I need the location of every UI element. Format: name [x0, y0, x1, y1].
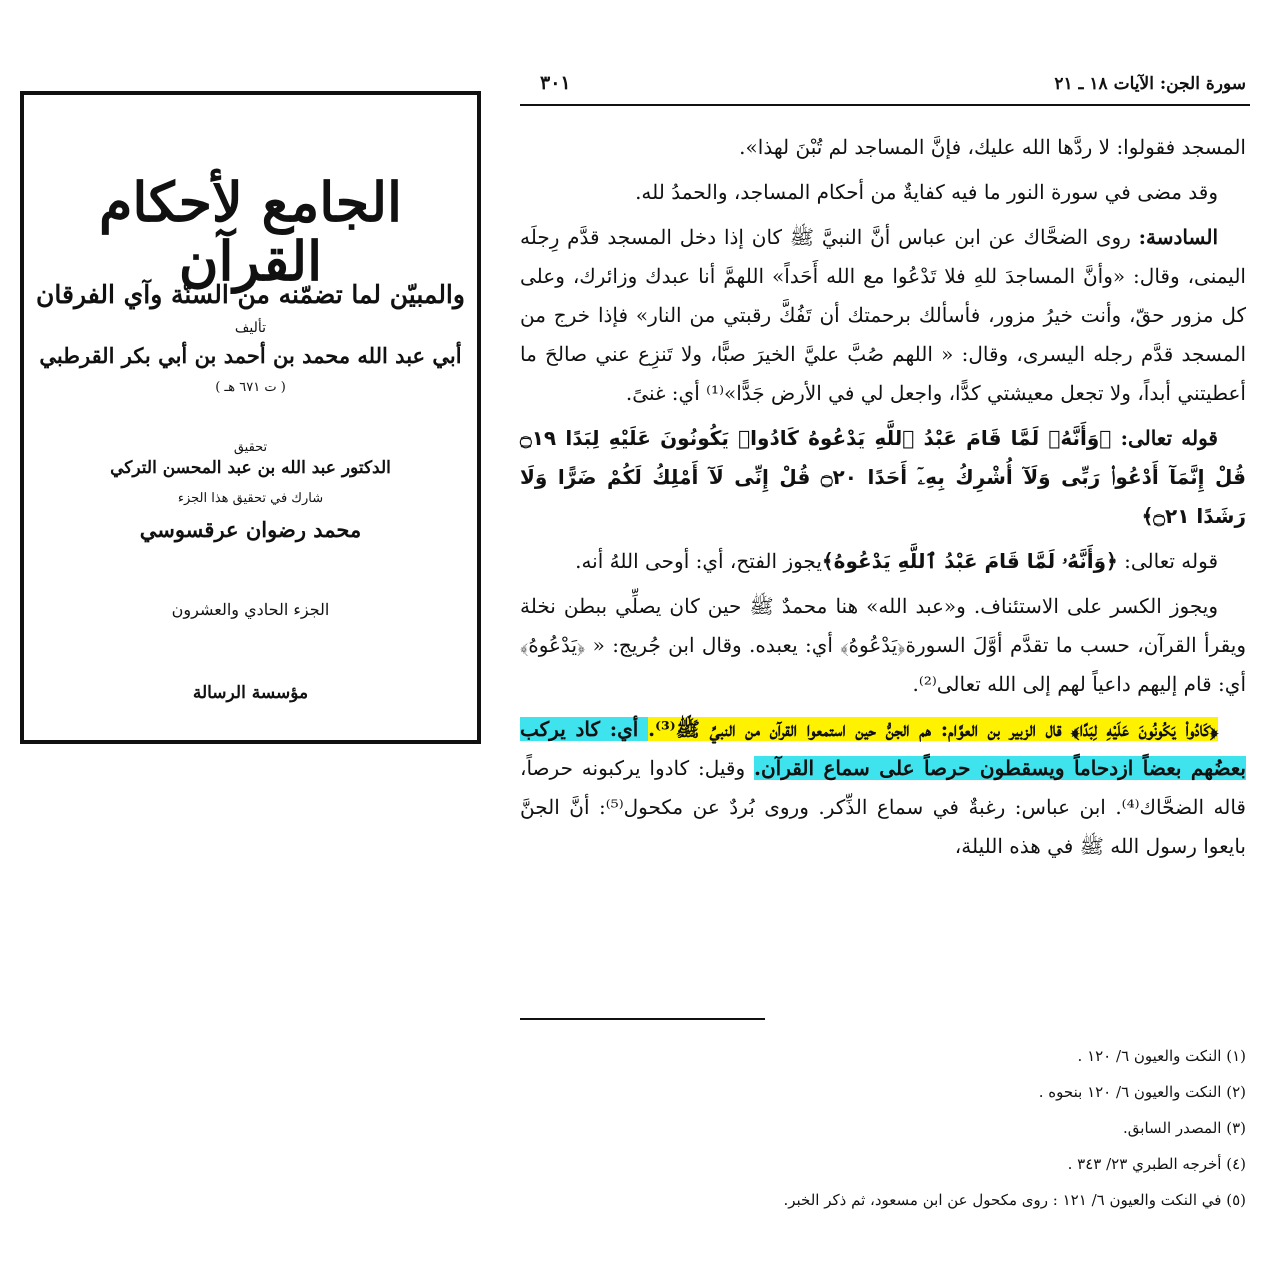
- cover-title: الجامع لأحكام القرآن: [98, 170, 403, 294]
- footnotes: [520, 1038, 1246, 1218]
- page-header: [520, 68, 1250, 106]
- highlight-cyan-text: أي: كاد يركب بعضُهم بعضاً ازدحاماً ويسقطون حرصاً على سماع القرآن.: [520, 717, 1247, 780]
- footnote-item: (٣) المصدر السابق.: [1123, 1119, 1246, 1137]
- book-page: [520, 60, 1250, 1230]
- running-header: سورة الجن: الآيات ١٨ ـ ٢١: [1054, 74, 1246, 94]
- footnote-item: (٤) أخرجه الطبري ٢٣/ ٣٤٣ .: [1067, 1155, 1246, 1173]
- paragraph-7-text: وقيل: كادوا يركبونه حرصاً، قاله الضحَّاك⁽⁴⁾. ابن عباس: رغبةٌ في سماع الذِّكر. وروى بُردٌ عن مكحول⁽⁵⁾: أنَّ الجنَّ بايعوا رسول الله ﷺ في هذه الليلة،: [520, 756, 1246, 858]
- paragraph-5-lead: قوله تعالى:: [1117, 549, 1218, 573]
- paragraph-5-text: يجوز الفتح، أي: أوحى اللهُ أنه.: [575, 549, 822, 573]
- paragraph-5: [520, 542, 1246, 581]
- page-body: [520, 128, 1246, 872]
- paragraph-6: ويجوز الكسر على الاستئناف. و«عبد الله» هنا محمدٌ ﷺ حين كان يصلِّي ببطن نخلة ويقرأ القرآن، حسب ما تقدَّم أوَّلَ السورة﴿يَدْعُوهُ﴾ أي: يعبده. وقال ابن جُريج: « ﴿يَدْعُوهُ﴾ أي: قام إليهم داعياً لهم إلى الله تعالى⁽²⁾.: [520, 594, 1246, 696]
- highlight-yellow-text: ﴿كَادُوا۟ يَكُونُونَ عَلَيْهِ لِبَدًا﴾ قال الزبير بن العوَّام: هم الجنُّ حين استمعوا القرآن من النبيِّ ﷺ⁽³⁾.: [648, 717, 1219, 741]
- paragraph-2: وقد مضى في سورة النور ما فيه كفايةٌ من أحكام المساجد، والحمدُ لله.: [635, 180, 1218, 204]
- cover-volume: الجزء الحادي والعشرون: [171, 600, 330, 619]
- paragraph-4-verse: ﴿وَأَنَّهُۥ لَمَّا قَامَ عَبْدُ ٱللَّهِ يَدْعُوهُ كَادُوا۟ يَكُونُونَ عَلَيْهِ لِبَدًا ۝١٩ قُلْ إِنَّمَآ أَدْعُوا۟ رَبِّى وَلَآ أُشْرِكُ بِهِۦٓ أَحَدًا ۝٢٠ قُلْ إِنِّى لَآ أَمْلِكُ لَكُمْ ضَرًّا وَلَا رَشَدًا ۝٢١﴾: [520, 426, 1246, 528]
- paragraph-5-verse: ﴿وَأَنَّهُۥ لَمَّا قَامَ عَبْدُ ٱللَّهِ يَدْعُوهُ﴾: [821, 549, 1118, 573]
- cover-shared-label: شارك في تحقيق هذا الجزء: [177, 491, 324, 506]
- cover-tahqiq-label: تحقيق: [233, 440, 268, 455]
- book-cover: [20, 91, 481, 744]
- paragraph-3: [520, 218, 1246, 413]
- footnote-item: (٥) في النكت والعيون ٦/ ١٢١ : روى مكحول عن ابن مسعود، ثم ذكر الخبر.: [783, 1191, 1246, 1209]
- cover-publisher: مؤسسة الرسالة: [192, 683, 309, 703]
- paragraph-4-lead: قوله تعالى:: [1120, 426, 1218, 450]
- paragraph-1: المسجد فقولوا: لا ردَّها الله عليك، فإنَّ المساجد لم تُبْنَ لهذا».: [739, 135, 1246, 159]
- cover-author: أبي عبد الله محمد بن أحمد بن أبي بكر القرطبي: [39, 343, 462, 368]
- cover-subtitle: والمبيّن لما تضمّنه من السنّة وآي الفرقان: [36, 280, 465, 309]
- cover-editor: الدكتور عبد الله بن عبد المحسن التركي: [110, 458, 391, 478]
- page-number: ٣٠١: [540, 72, 571, 94]
- footnote-item: (١) النكت والعيون ٦/ ١٢٠ .: [1077, 1047, 1246, 1065]
- footnote-item: (٢) النكت والعيون ٦/ ١٢٠ بنحوه .: [1038, 1083, 1246, 1101]
- paragraph-7: [520, 710, 1246, 866]
- cover-death-date: ( ت ٦٧١ هـ ): [215, 380, 286, 395]
- cover-co-editor: محمد رضوان عرقسوسي: [139, 517, 362, 542]
- cover-by-label: تأليف: [234, 320, 267, 336]
- paragraph-3-text: روى الضحَّاك عن ابن عباس أنَّ النبيَّ ﷺ كان إذا دخل المسجد قدَّم رِجلَه اليمنى، وقال: «وأنَّ المساجدَ للهِ فلا تَدْعُوا مع الله أَحَداً» اللهمَّ أنا عبدك وزائرك، وعلى كل مزور حقّ، وأنت خيرُ مزور، فأسألك برحمتك أن تَفُكَّ رقبتي من النار» فإذا خرج من المسجد قدَّم رجله اليسرى، وقال: « اللهم صُبَّ عليَّ الخيرَ صبًّا، ولا تَنزِع عني صالحَ ما أعطيتني أبداً، ولا تجعل معيشتي كدًّا، واجعل لي في الأرض جَدًّا»⁽¹⁾ أي: غنىً.: [520, 225, 1246, 405]
- paragraph-4: [520, 419, 1246, 536]
- footnote-divider: [520, 1018, 765, 1020]
- paragraph-3-lead: السادسة:: [1138, 225, 1218, 249]
